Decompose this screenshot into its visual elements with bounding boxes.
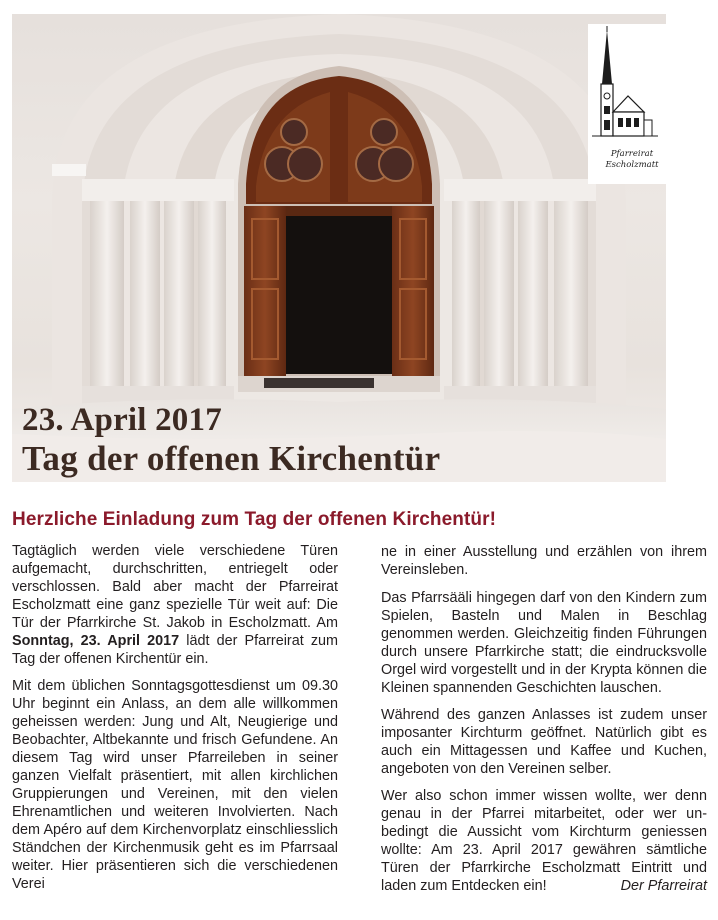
closing-text: Wer also schon immer wissen wollte, wer denn genau in der Pfarrei mitarbeitet, oder wer unbedingt die Aussicht vom Kirchturm geniessen wollte: Am 23. April 2017 gewähren sämtliche Türen der Pfarrkirche Escholzmatt Eintritt und laden zum Entdecken ein! — [381, 788, 707, 894]
hero-photo — [12, 14, 666, 482]
logo-caption — [596, 149, 668, 171]
hero-title: Tag der offenen Kirchentür — [22, 439, 441, 478]
article-headline: Herzliche Einladung zum Tag der offenen Kirchentür! — [12, 509, 497, 530]
church-tower-icon — [588, 24, 674, 149]
paragraph-tower: Während des ganzen Anlasses ist zudem unser imposanter Kirchturm geöffnet. Natürlich gibt es auch ein Mittagessen und Kaffee und Kuchen, angeboten von den Vereinen selber. — [381, 707, 707, 777]
logo-line2: Escholzmatt — [605, 160, 659, 170]
paragraph-intro — [12, 542, 338, 668]
pfarreirat-logo — [588, 24, 674, 184]
signature: Der Pfarreirat — [620, 878, 707, 894]
hero-date: 23. April 2017 — [22, 402, 222, 438]
article-column-right — [381, 543, 707, 904]
paragraph-program: Mit dem üblichen Sonntagsgottesdienst um 09.30 Uhr beginnt ein Anlass, an dem alle willkommen geheissen werden: Jung und Alt, Neugierige und Beobachter, Altbekannte und frisch Gefundene. An diesem Tag wird unser Pfarreileben in seiner ganzen Vielfalt präsentiert, mit allen kirchlichen Gruppierungen und Vereinen, mit den vielen Ehrenamtlichen und weiteren Involvierten. Nach dem Apéro auf dem Kirchenvorplatz einschliesslich Ständchen der Kirchenmusik geht es im Pfarrsaal weiter. Hier präsentieren sich die verschiedenen Verei — [12, 678, 338, 892]
paragraph-closing — [381, 787, 707, 895]
event-date-bold: Sonntag, 23. April 2017 — [12, 633, 180, 649]
logo-line1: Pfarreirat — [610, 149, 654, 159]
paragraph-program-continued: ne in einer Ausstellung und erzählen von ihrem Vereinsleben. — [381, 544, 707, 578]
paragraph-children: Das Pfarrsääli hingegen darf von den Kindern zum Spielen, Basteln und Malen in Beschlag genommen werden. Gleichzeitig finden Führungen durch unsere Pfarrkirche statt; die eindrucksvolle Orgel wird vorgestellt und in der Krypta können die Kleinen spannenden Geschichten lauschen. — [381, 590, 707, 696]
intro-text: Tagtäglich werden viele verschiedene Türen aufgemacht, durchschritten, entriegelt oder verschlossen. Bald aber macht der Pfarreirat Escholzmatt eine ganz spezielle Tür weit auf: Die Tür der Pfarrkirche St. Jakob in Escholzmatt. Am — [12, 543, 338, 631]
article-column-left — [12, 542, 338, 902]
intro-text-end: lädt der Pfarreirat zum Tag der offenen Kirchentür ein. — [12, 633, 339, 667]
